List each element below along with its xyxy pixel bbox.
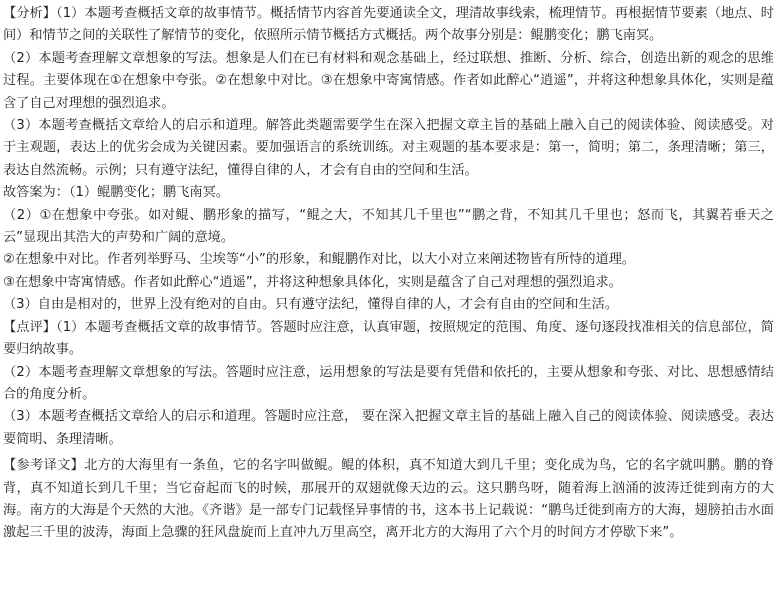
comment-part-2: （2）本题考查理解文章想象的写法。答题时应注意，运用想象的写法是要有凭借和依托的，主要从想象和夸张、对比、思想感情结合的角度分析。 (3, 364, 774, 402)
answer-part-2-contrast: ②在想象中对比。作者列举野马、尘埃等“小”的形象，和鲲鹏作对比，以大小对立来阐述物皆有所恃的道理。 (3, 252, 636, 268)
analysis-part-2: （2）本题考查理解文章想象的写法。想象是人们在已有材料和观念基础上，经过联想、推断、分析、综合，创造出新的观念的思维过程。主要体现在①在想象中夸张。②在想象中对比。③在想象中寄寓情感。作者如此醉心“逍遥”，并将这种想象具体化，实则是蕴含了自己对理想的强烈追求。 (3, 50, 774, 111)
answer-part-2-emotion: ③在想象中寄寓情感。作者如此醉心“逍遥”，并将这种想象具体化，实则是蕴含了自己对理想的强烈追求。 (3, 274, 622, 290)
comment-part-3: （3）本题考查概括文章给人的启示和道理。答题时应注意， 要在深入把握文章主旨的基础上融入自己的阅读体验、阅读感受。表达要简明、条理清晰。 (3, 409, 774, 447)
analysis-part-1: 【分析】（1）本题考查概括文章的故事情节。概括情节内容首先要通读全文，理清故事线索，梳理情节。再根据情节要素（地点、时间）和情节之间的关联性了解情节的变化，依照所示情节概括方式概括。两个故事分别是：鲲鹏变化；鹏飞南冥。 (3, 6, 774, 44)
analysis-part-3: （3）本题考查概括文章给人的启示和道理。解答此类题需要学生在深入把握文章主旨的基础上融入自己的阅读体验、阅读感受。对于主观题，表达上的优劣会成为关键因素。要加强语言的系统训练。对主观题的基本要求是：第一，简明；第二，条理清晰；第三，表达自然流畅。示例；只有遵守法纪，懂得自律的人，才会有自由的空间和生活。 (3, 118, 774, 178)
comment-part-1: 【点评】（1）本题考查概括文章的故事情节。答题时应注意，认真审题，按照规定的范围、角度、逐句逐段找准相关的信息部位，简要归纳故事。 (3, 319, 774, 358)
answer-part-3: （3）自由是相对的，世界上没有绝对的自由。只有遵守法纪，懂得自律的人，才会有自由的空间和生活。 (3, 297, 619, 313)
answer-part-2: （2）①在想象中夸张。如对鲲、鹏形象的描写，“鲲之大，不知其几千里也”“鹏之背，不知其几千里也；怒而飞，其翼若垂天之云”显现出其浩大的声势和广阔的意境。 (3, 207, 774, 246)
reference-translation: 【参考译文】北方的大海里有一条鱼，它的名字叫做鲲。鲲的体积，真不知道大到几千里；变化成为鸟，它的名字就叫鹏。鹏的脊背，真不知道长到几千里；当它奋起而飞的时候，那展开的双翅就像天边的云。这只鹏鸟呀，随着海上汹涌的波涛迁徙到南方的大海。南方的大海是个天然的大池。《齐谐》是一部专门记载怪异事情的书，这本书上记载说：“鹏鸟迁徙到南方的大海，翅膀拍击水面激起三千里的波涛，海面上急骤的狂风盘旋而上直冲九万里高空，离开北方的大海用了六个月的时间方才停歇下来”。 (3, 458, 774, 541)
answer-part-1: 故答案为：（1）鲲鹏变化；鹏飞南冥。 (3, 185, 229, 201)
